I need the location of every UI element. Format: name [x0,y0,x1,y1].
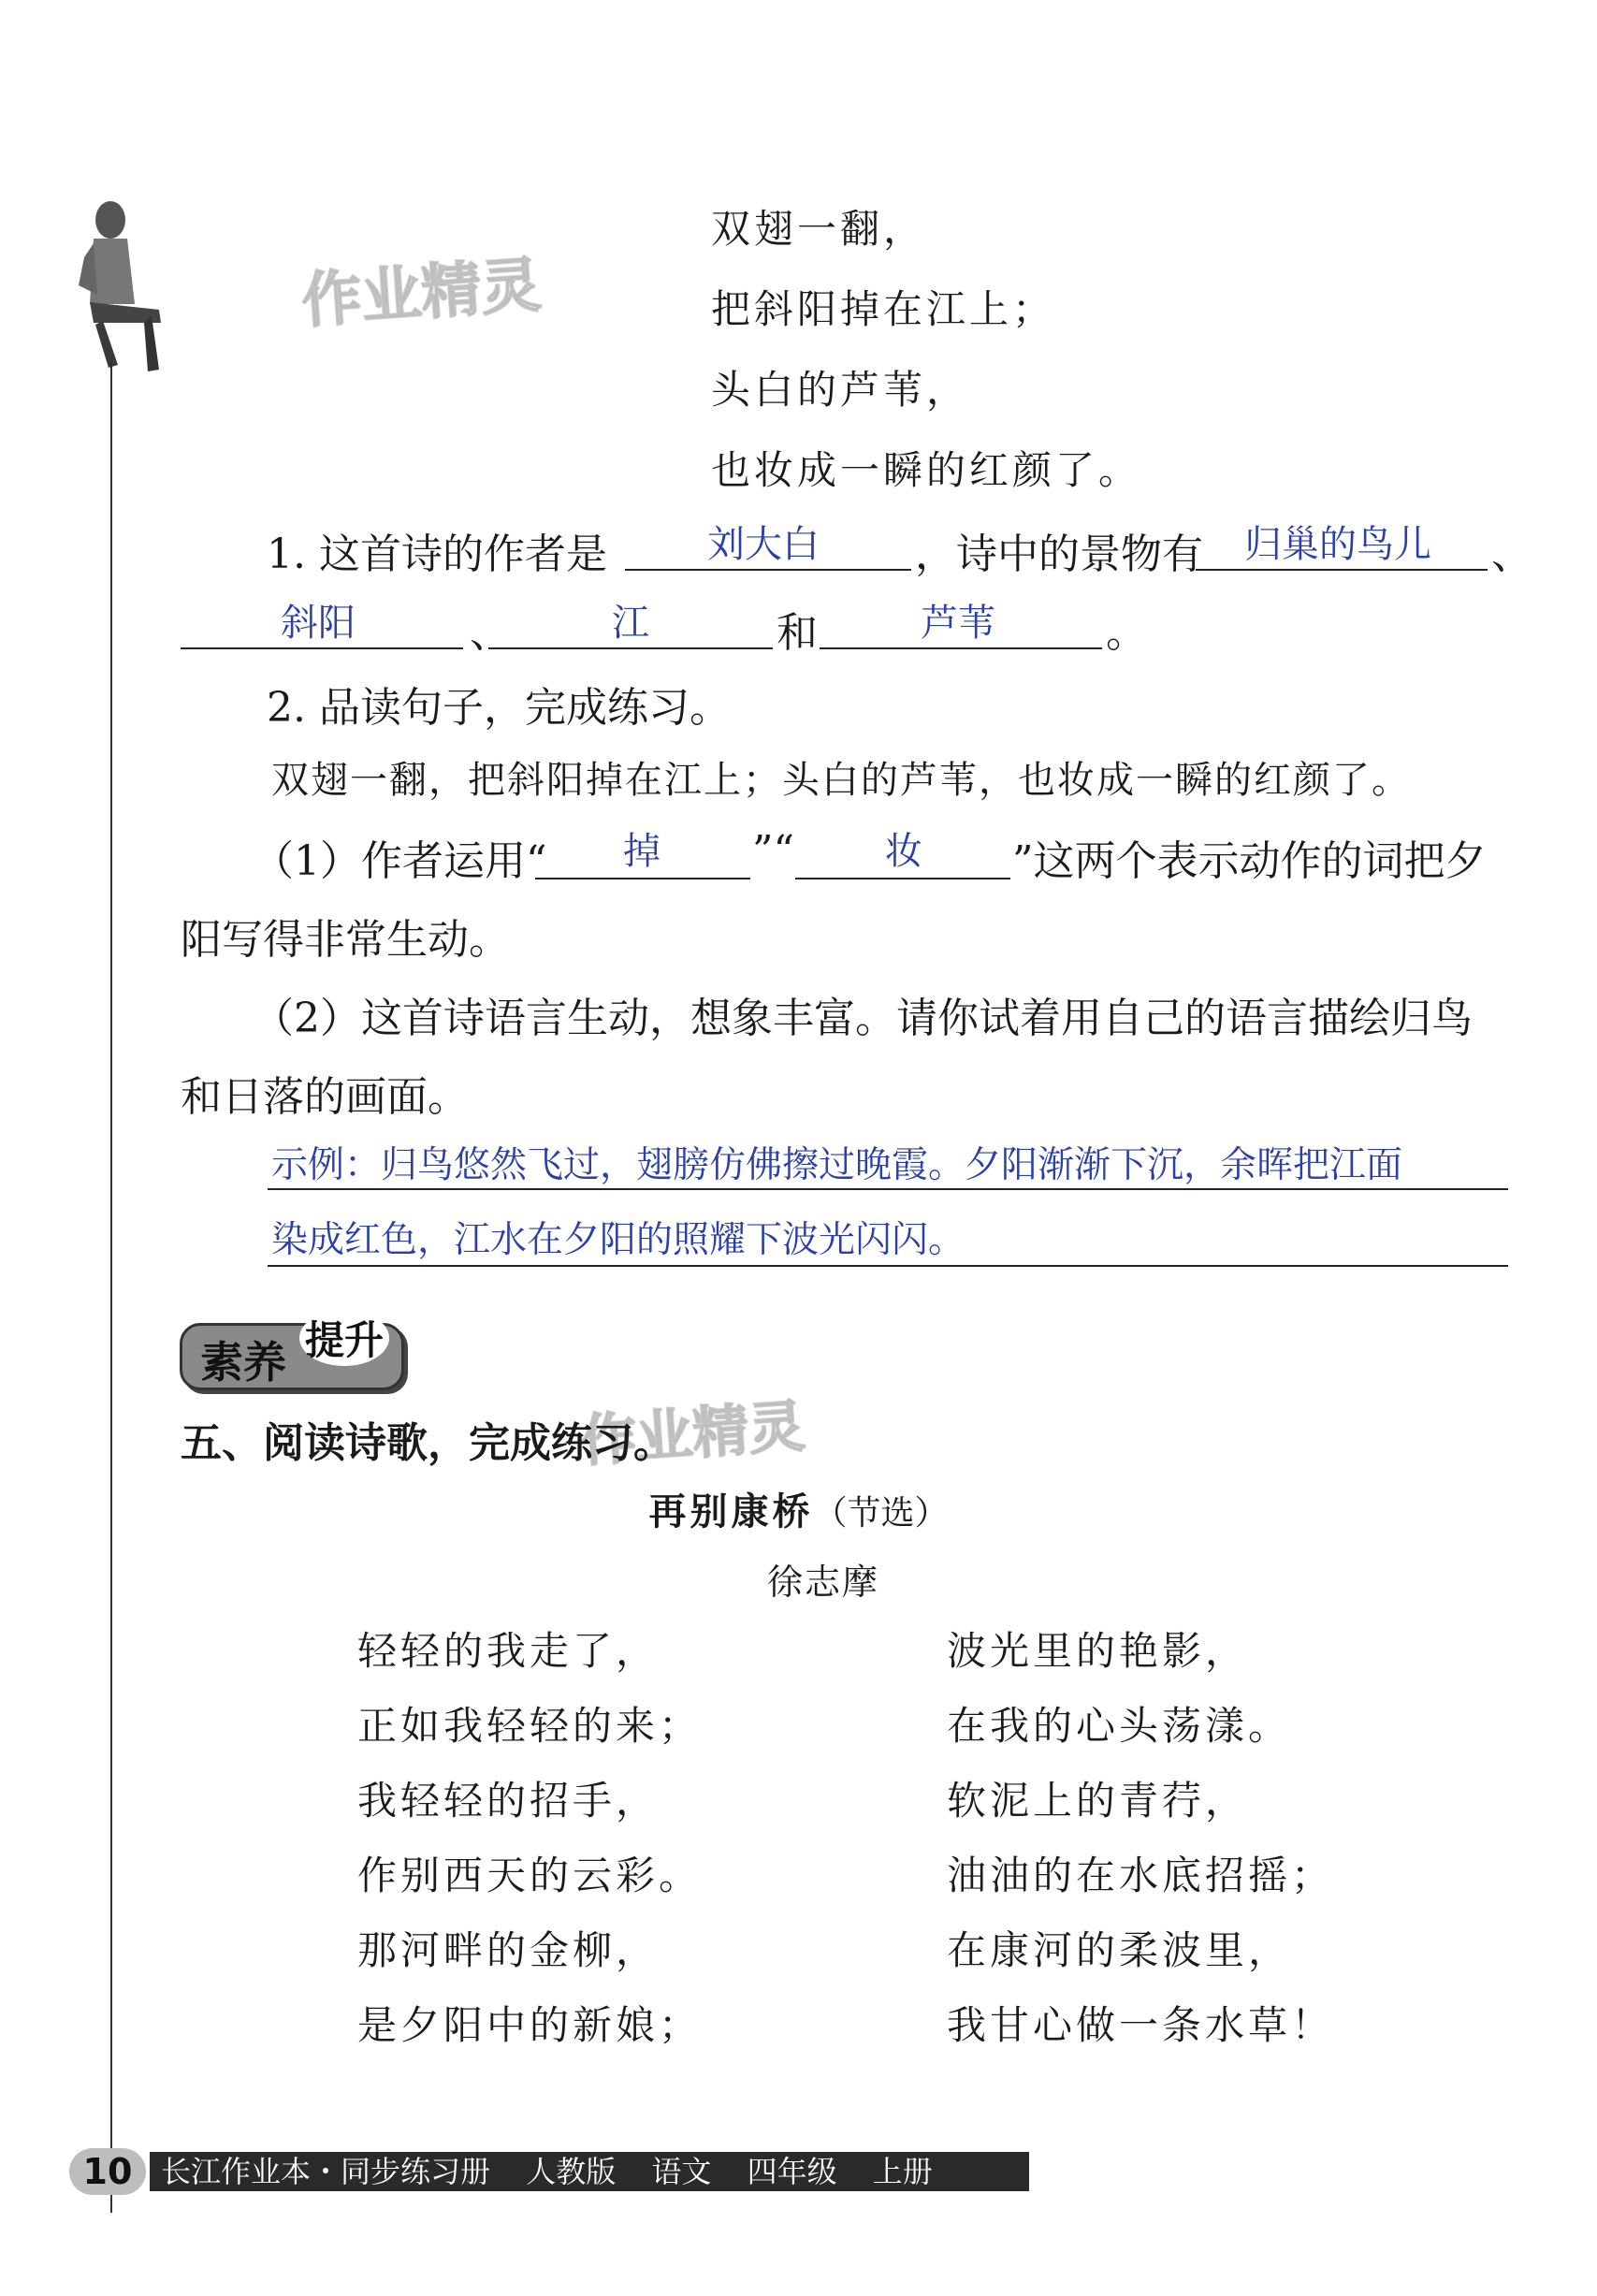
poem-left-line: 正如我轻轻的来； [357,1703,703,1749]
sitting-man-illustration [65,192,178,379]
scene-blank-2 [181,647,463,649]
poem-left-line: 我轻轻的招手， [357,1778,660,1824]
poem-line: 把斜阳掉在江上； [711,286,1056,332]
q1-prompt-part2: ，诗中的景物有 [915,530,1203,578]
poem-line: 头白的芦苇， [711,367,970,413]
poem-title-block [0,1482,1597,1535]
poem-author: 徐志摩 [766,1562,879,1603]
q2-sub2-part-b: 和日落的画面。 [181,1073,469,1121]
poem-title: 再别康桥 [648,1489,814,1533]
margin-figure [65,192,178,379]
footer-volume: 上册 [872,2154,933,2189]
q2-sub1-part-a: （1）作者运用“ [253,837,547,885]
poem-right-line: 油油的在水底招摇； [947,1853,1335,1898]
scene-answer-2: 斜阳 [281,602,356,645]
conjunction: 和 [777,609,818,657]
verb-blank-1 [535,878,750,879]
poem-right-line: 在康河的柔波里， [947,1927,1292,1973]
poem-line: 也妆成一瞬的红颜了。 [711,447,1142,493]
q1-prompt-part1: 1. 这首诗的作者是 [267,530,607,578]
q2-sub1-mid: ”“ [752,827,794,875]
scene-answer-4: 芦苇 [921,602,995,645]
scene-blank-1 [1196,569,1488,571]
footer-subject: 语文 [651,2154,712,2189]
footer-edition: 人教版 [526,2154,617,2189]
section5-heading: 五、阅读诗歌，完成练习。 [181,1419,675,1467]
footer-bar [150,2152,1029,2191]
separator: 、 [470,609,511,657]
watermark: 作业精灵 [578,1393,807,1475]
section-badge-left: 素养 [200,1337,286,1388]
poem-right-line: 我甘心做一条水草！ [947,2002,1335,2048]
sample-answer-line: 染成红色，江水在夕阳的照耀下波光闪闪。 [271,1219,965,1261]
page-number: 10 [69,2148,146,2195]
footer [69,2148,964,2195]
poem-title-note: （节选） [813,1494,949,1533]
scene-answer-3: 江 [612,602,649,645]
sample-answer-line: 示例：归鸟悠然飞过，翅膀仿佛擦过晚霞。夕阳渐渐下沉，余晖把江面 [271,1144,1403,1186]
q2-sub1-part-c: 阳写得非常生动。 [181,916,510,964]
footer-grade: 四年级 [747,2154,837,2189]
margin-rule [110,360,112,2213]
watermark: 作业精灵 [299,251,544,337]
scene-blank-3 [488,647,773,649]
poem-line: 双翅一翻， [711,206,927,252]
q2-sub2-part-a: （2）这首诗语言生动，想象丰富。请你试着用自己的语言描绘归鸟 [253,995,1473,1042]
footer-book: 长江作业本・同步练习册 [161,2154,491,2189]
verb-blank-2 [795,878,1010,879]
section-badge-right: 提升 [299,1310,389,1366]
poem-left-line: 是夕阳中的新娘； [357,2002,703,2048]
poem-right-line: 在我的心头荡漾。 [947,1703,1292,1749]
poem-left-line: 作别西天的云彩。 [357,1853,703,1898]
poem-left-line: 那河畔的金柳， [357,1927,660,1973]
sentence-end: 。 [1106,609,1147,657]
q2-title: 2. 品读句子，完成练习。 [267,684,731,732]
poem-right-line: 软泥上的青荇， [947,1778,1249,1824]
poem-left-line: 轻轻的我走了， [357,1628,660,1674]
q2-quote: 双翅一翻，把斜阳掉在江上；头白的芦苇，也妆成一瞬的红颜了。 [271,759,1411,802]
q2-sub1-part-b: ”这两个表示动作的词把夕 [1012,837,1487,885]
verb-answer-1: 掉 [623,830,661,873]
scene-blank-4 [820,647,1102,649]
verb-answer-2: 妆 [885,830,922,873]
scene-answer-1: 归巢的鸟儿 [1244,523,1431,566]
author-blank [625,569,911,571]
separator: 、 [1491,530,1532,578]
section-badge [180,1310,404,1390]
answer-rule [268,1265,1508,1267]
answer-rule [268,1188,1508,1190]
poem-right-line: 波光里的艳影， [947,1628,1249,1674]
author-answer: 刘大白 [707,523,820,566]
